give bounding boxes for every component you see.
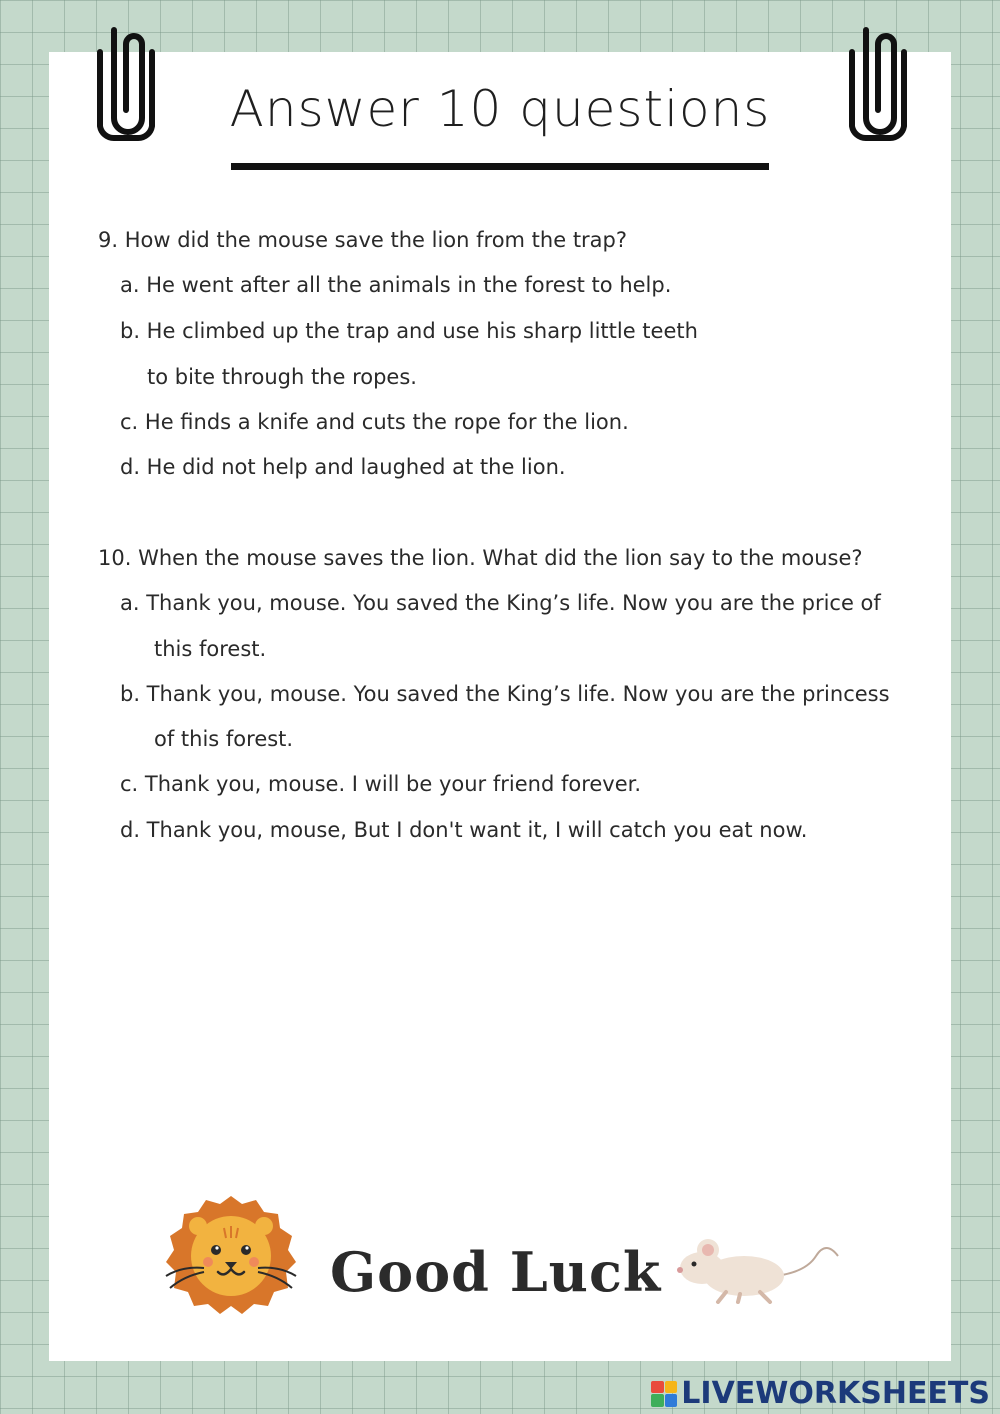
question-9-option-a[interactable]: a. He went after all the animals in the forest to help. — [120, 273, 672, 297]
paperclip-icon — [94, 22, 158, 142]
question-10-option-b-continued[interactable]: of this forest. — [154, 727, 294, 751]
question-10: 10. When the mouse saves the lion. What did the lion say to the mouse? — [98, 546, 863, 570]
question-10-option-c[interactable]: c. Thank you, mouse. I will be your friend forever. — [120, 772, 642, 796]
brand-name: LIVEWORKSHEETS — [681, 1376, 990, 1411]
question-10-option-a[interactable]: a. Thank you, mouse. You saved the King’s life. Now you are the price of — [120, 591, 881, 615]
page-title: Answer 10 questions — [229, 80, 771, 138]
question-9-option-b-continued[interactable]: to bite through the ropes. — [147, 365, 417, 389]
paperclip-icon — [846, 22, 910, 142]
question-10-option-b[interactable]: b. Thank you, mouse. You saved the King’s life. Now you are the princess — [120, 682, 890, 706]
question-10-option-a-continued[interactable]: this forest. — [154, 637, 267, 661]
question-10-option-d[interactable]: d. Thank you, mouse, But I don't want it, I will catch you eat now. — [120, 818, 808, 842]
title-underline — [231, 163, 769, 170]
good-luck-text: Good Luck — [330, 1240, 662, 1304]
brand-logo-icon — [651, 1381, 677, 1407]
question-9-option-c[interactable]: c. He finds a knife and cuts the rope for the lion. — [120, 410, 629, 434]
question-9-option-b[interactable]: b. He climbed up the trap and use his sharp little teeth — [120, 319, 698, 343]
lion-icon — [160, 1192, 302, 1318]
brand-logo[interactable] — [651, 1376, 990, 1411]
question-9: 9. How did the mouse save the lion from the trap? — [98, 228, 628, 252]
question-9-option-d[interactable]: d. He did not help and laughed at the lion. — [120, 455, 566, 479]
mouse-icon — [666, 1232, 842, 1304]
